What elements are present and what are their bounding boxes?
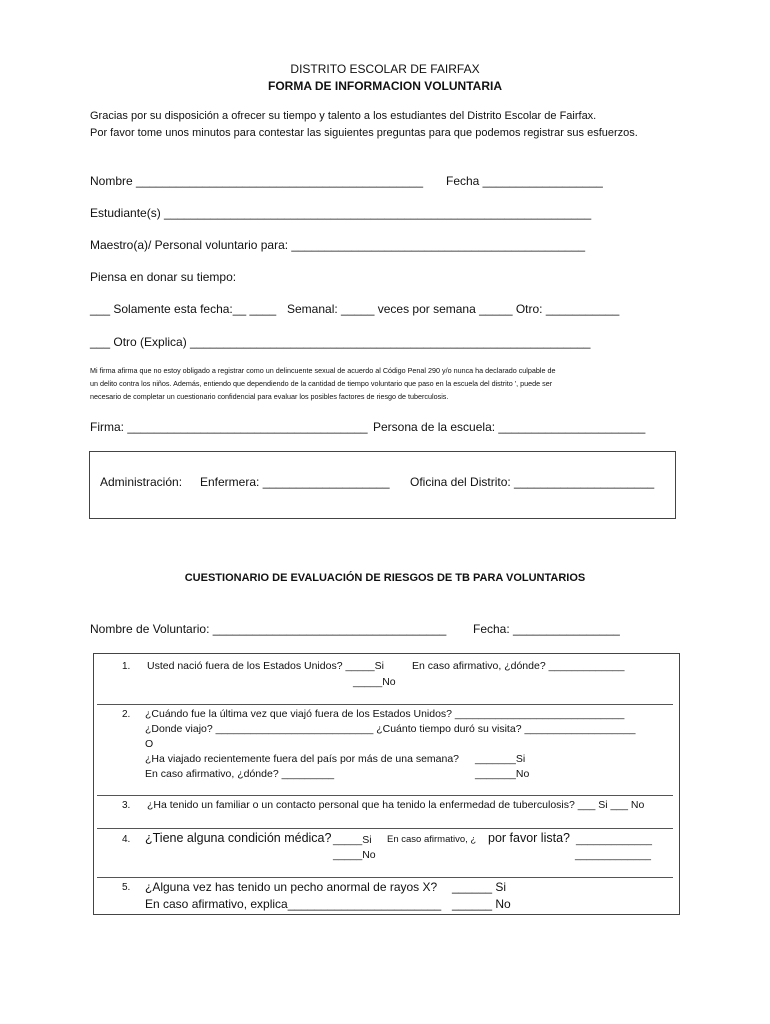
divider xyxy=(97,795,673,796)
q5-no[interactable]: ______ No xyxy=(452,897,511,911)
questions-box xyxy=(93,653,680,915)
divider xyxy=(97,828,673,829)
q2-si[interactable]: _______Si xyxy=(475,753,526,765)
disclaimer-line-2: un delito contra los niños. Además, entiendo que dependiendo de la cantidad de tiempo voluntario que paso en la escuela del distrito ', puede ser xyxy=(90,379,553,388)
q2-no[interactable]: _______No xyxy=(475,768,530,780)
other-explain-option[interactable]: ___ Otro (Explica) ____________________________________________________________ xyxy=(90,335,591,349)
intro-line-1: Gracias por su disposición a ofrecer su tiempo y talento a los estudiantes del Distrito Escolar de Fairfax. xyxy=(90,110,597,122)
q1-no[interactable]: _____No xyxy=(353,676,396,688)
intro-line-2: Por favor tome unos minutos para contestar las siguientes preguntas para que podemos registrar sus esfuerzos. xyxy=(90,127,638,139)
q3-text[interactable]: ¿Ha tenido un familiar o un contacto personal que ha tenido la enfermedad de tuberculosis? ___ Si ___ No xyxy=(147,799,645,811)
q2-number: 2. xyxy=(122,709,131,720)
donate-time-label: Piensa en donar su tiempo: xyxy=(90,270,237,284)
q2-or: O xyxy=(145,738,154,750)
divider xyxy=(97,704,673,705)
q2-line-1[interactable]: ¿Cuándo fue la última vez que viajó fuera de los Estados Unidos? _____________________________ xyxy=(145,708,625,720)
district-name: DISTRITO ESCOLAR DE FAIRFAX xyxy=(290,62,480,76)
teacher-field[interactable]: Maestro(a)/ Personal voluntario para: ____________________________________________ xyxy=(90,238,586,252)
q4-number: 4. xyxy=(122,834,131,845)
form-title: FORMA DE INFORMACION VOLUNTARIA xyxy=(268,79,502,93)
district-office-field[interactable]: Oficina del Distrito: _____________________ xyxy=(410,475,655,489)
only-date-option[interactable]: ___ Solamente esta fecha:__ ____ xyxy=(90,302,277,316)
q2-line-2[interactable]: ¿Donde viajo? ___________________________ ¿Cuánto tiempo duró su visita? ___________________ xyxy=(145,723,636,735)
q3-number: 3. xyxy=(122,800,131,811)
q5-line-1: ¿Alguna vez has tenido un pecho anormal de rayos X? xyxy=(145,880,438,894)
disclaimer-line-3: necesario de completar un cuestionario confidencial para evaluar los posibles factores de riesgo de tuberculosis. xyxy=(90,392,449,401)
q5-number: 5. xyxy=(122,882,131,893)
q2-line-5[interactable]: En caso afirmativo, ¿dónde? _________ xyxy=(145,768,335,780)
q1-followup[interactable]: En caso afirmativo, ¿dónde? _____________ xyxy=(412,660,625,672)
name-field[interactable]: Nombre ___________________________________________ xyxy=(90,174,423,188)
q4-followup: En caso afirmativo, ¿ xyxy=(387,834,477,845)
signature-field[interactable]: Firma: ____________________________________ xyxy=(90,420,368,434)
q4-blank-1[interactable]: _____________ xyxy=(576,834,652,846)
q5-line-2[interactable]: En caso afirmativo, explica_______________________ xyxy=(145,897,442,911)
administration-label: Administración: xyxy=(100,475,183,489)
tb-questionnaire-title: CUESTIONARIO DE EVALUACIÓN DE RIESGOS DE TB PARA VOLUNTARIOS xyxy=(184,572,586,584)
q1-text[interactable]: Usted nació fuera de los Estados Unidos? _____Si xyxy=(147,660,384,672)
divider xyxy=(97,877,673,878)
q1-number: 1. xyxy=(122,661,131,672)
weekly-option[interactable]: Semanal: _____ veces por semana _____ Otro: ___________ xyxy=(287,302,620,316)
date-field[interactable]: Fecha __________________ xyxy=(446,174,603,188)
q5-si[interactable]: ______ Si xyxy=(452,880,507,894)
q4-blank-2[interactable]: _____________ xyxy=(575,849,651,861)
q4-si[interactable]: _____Si xyxy=(333,834,372,846)
nurse-field[interactable]: Enfermera: ___________________ xyxy=(200,475,390,489)
q4-text: ¿Tiene alguna condición médica? xyxy=(145,831,332,845)
q4-no[interactable]: _____No xyxy=(333,849,376,861)
disclaimer-line-1: Mi firma afirma que no estoy obligado a registrar como un delincuente sexual de acuerdo al Código Penal 290 y/o nunca ha declarado culpable de xyxy=(90,366,556,375)
school-person-field[interactable]: Persona de la escuela: ______________________ xyxy=(373,420,646,434)
q2-line-4: ¿Ha viajado recientemente fuera del país por más de una semana? xyxy=(145,753,460,765)
student-field[interactable]: Estudiante(s) ________________________________________________________________ xyxy=(90,206,592,220)
volunteer-name-field[interactable]: Nombre de Voluntario: ___________________________________ xyxy=(90,622,447,636)
q4-followup-list: por favor lista? xyxy=(488,831,570,845)
tb-date-field[interactable]: Fecha: ________________ xyxy=(473,622,620,636)
